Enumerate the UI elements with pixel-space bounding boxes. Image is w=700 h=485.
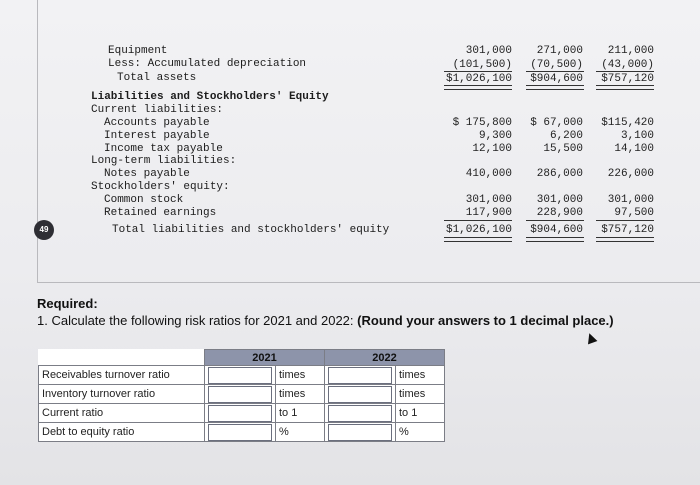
receivables-turnover-2021-input[interactable] — [208, 367, 272, 384]
subtotal-rule-2021 — [526, 71, 584, 72]
row-label-accounts-payable: Accounts payable — [104, 117, 210, 129]
table-row — [39, 385, 445, 404]
value-accounts-payable-2022: $ 175,800 — [452, 117, 512, 129]
row-label-notes-payable: Notes payable — [104, 168, 190, 180]
input-cell — [325, 385, 396, 404]
equity-rule-2022 — [444, 220, 512, 221]
unit-label: to 1 — [396, 404, 445, 423]
input-cell — [325, 404, 396, 423]
input-cell — [205, 366, 276, 385]
row-label-income-tax-payable: Income tax payable — [104, 143, 223, 155]
value-equipment-2020: 211,000 — [607, 45, 654, 57]
grand-total-rule-2021 — [526, 237, 584, 242]
row-label-total-assets: Total assets — [117, 72, 197, 84]
receivables-turnover-2022-input[interactable] — [328, 367, 392, 384]
inventory-turnover-2021-input[interactable] — [208, 386, 272, 403]
table-row — [39, 404, 445, 423]
value-accum-dep-2020: (43,000) — [601, 59, 654, 71]
unit-label: times — [276, 366, 325, 385]
value-notes-payable-2020: 226,000 — [607, 168, 654, 180]
value-common-stock-2022: 301,000 — [465, 194, 512, 206]
input-cell — [325, 423, 396, 442]
ratio-label-current: Current ratio — [39, 404, 205, 423]
table-row — [39, 366, 445, 385]
value-total-liab-equity-2022: $1,026,100 — [445, 224, 512, 236]
table-row — [39, 423, 445, 442]
subtotal-rule-2022 — [444, 71, 512, 72]
current-ratio-2021-input[interactable] — [208, 405, 272, 422]
prompt-text: 1. Calculate the following risk ratios for 2021 and 2022: — [37, 313, 354, 328]
value-retained-earnings-2021: 228,900 — [536, 207, 583, 219]
unit-label: % — [276, 423, 325, 442]
total-rule-2022 — [444, 85, 512, 90]
equity-rule-2020 — [596, 220, 654, 221]
ratio-label-receivables: Receivables turnover ratio — [39, 366, 205, 385]
equity-rule-2021 — [526, 220, 584, 221]
blank-header-cell — [39, 350, 205, 366]
question-number-badge: 49 — [34, 220, 54, 240]
risk-ratios-table — [38, 349, 445, 442]
grand-total-rule-2020 — [596, 237, 654, 242]
value-common-stock-2020: 301,000 — [607, 194, 654, 206]
value-equipment-2021: 271,000 — [536, 45, 583, 57]
row-label-accumulated-depreciation: Less: Accumulated depreciation — [108, 58, 307, 70]
debt-to-equity-2022-input[interactable] — [328, 424, 392, 441]
input-cell — [325, 366, 396, 385]
unit-label: times — [396, 385, 445, 404]
value-equipment-2022: 301,000 — [465, 45, 512, 57]
value-interest-payable-2020: 3,100 — [620, 130, 654, 142]
row-label-retained-earnings: Retained earnings — [104, 207, 217, 219]
value-total-liab-equity-2020: $757,120 — [601, 224, 654, 236]
value-income-tax-2022: 12,100 — [472, 143, 512, 155]
column-header-2022: 2022 — [325, 350, 445, 366]
inventory-turnover-2022-input[interactable] — [328, 386, 392, 403]
value-accounts-payable-2021: $ 67,000 — [530, 117, 583, 129]
unit-label: times — [276, 385, 325, 404]
column-header-2021: 2021 — [205, 350, 325, 366]
debt-to-equity-2021-input[interactable] — [208, 424, 272, 441]
total-rule-2020 — [596, 85, 654, 90]
value-total-assets-2022: $1,026,100 — [445, 73, 512, 85]
row-label-equipment: Equipment — [108, 45, 168, 57]
row-label-total-liabilities-equity: Total liabilities and stockholders' equity — [112, 224, 390, 236]
value-accum-dep-2022: (101,500) — [452, 59, 512, 71]
value-common-stock-2021: 301,000 — [536, 194, 583, 206]
row-label-stockholders-equity: Stockholders' equity: — [91, 181, 230, 193]
value-interest-payable-2022: 9,300 — [478, 130, 512, 142]
value-notes-payable-2021: 286,000 — [536, 168, 583, 180]
value-income-tax-2021: 15,500 — [543, 143, 583, 155]
input-cell — [205, 404, 276, 423]
rounding-instruction: (Round your answers to 1 decimal place.) — [357, 313, 614, 328]
total-rule-2021 — [526, 85, 584, 90]
input-cell — [205, 385, 276, 404]
unit-label: times — [396, 366, 445, 385]
row-label-long-term-liabilities: Long-term liabilities: — [91, 155, 237, 167]
required-prompt — [37, 313, 614, 328]
ratio-label-debt-to-equity: Debt to equity ratio — [39, 423, 205, 442]
value-interest-payable-2021: 6,200 — [549, 130, 583, 142]
value-retained-earnings-2020: 97,500 — [614, 207, 654, 219]
current-ratio-2022-input[interactable] — [328, 405, 392, 422]
required-heading: Required: — [37, 296, 98, 311]
input-cell — [205, 423, 276, 442]
row-label-interest-payable: Interest payable — [104, 130, 210, 142]
grand-total-rule-2022 — [444, 237, 512, 242]
value-total-assets-2020: $757,120 — [601, 73, 654, 85]
value-notes-payable-2022: 410,000 — [465, 168, 512, 180]
value-income-tax-2020: 14,100 — [614, 143, 654, 155]
value-accum-dep-2021: (70,500) — [530, 59, 583, 71]
row-label-current-liabilities: Current liabilities: — [91, 104, 224, 116]
value-accounts-payable-2020: $115,420 — [601, 117, 654, 129]
section-heading-liabilities-equity: Liabilities and Stockholders' Equity — [91, 91, 329, 103]
subtotal-rule-2020 — [596, 71, 654, 72]
value-total-assets-2021: $904,600 — [530, 73, 583, 85]
ratio-label-inventory: Inventory turnover ratio — [39, 385, 205, 404]
value-retained-earnings-2022: 117,900 — [465, 207, 512, 219]
unit-label: to 1 — [276, 404, 325, 423]
mouse-cursor-icon — [585, 332, 598, 345]
value-total-liab-equity-2021: $904,600 — [530, 224, 583, 236]
row-label-common-stock: Common stock — [104, 194, 184, 206]
unit-label: % — [396, 423, 445, 442]
